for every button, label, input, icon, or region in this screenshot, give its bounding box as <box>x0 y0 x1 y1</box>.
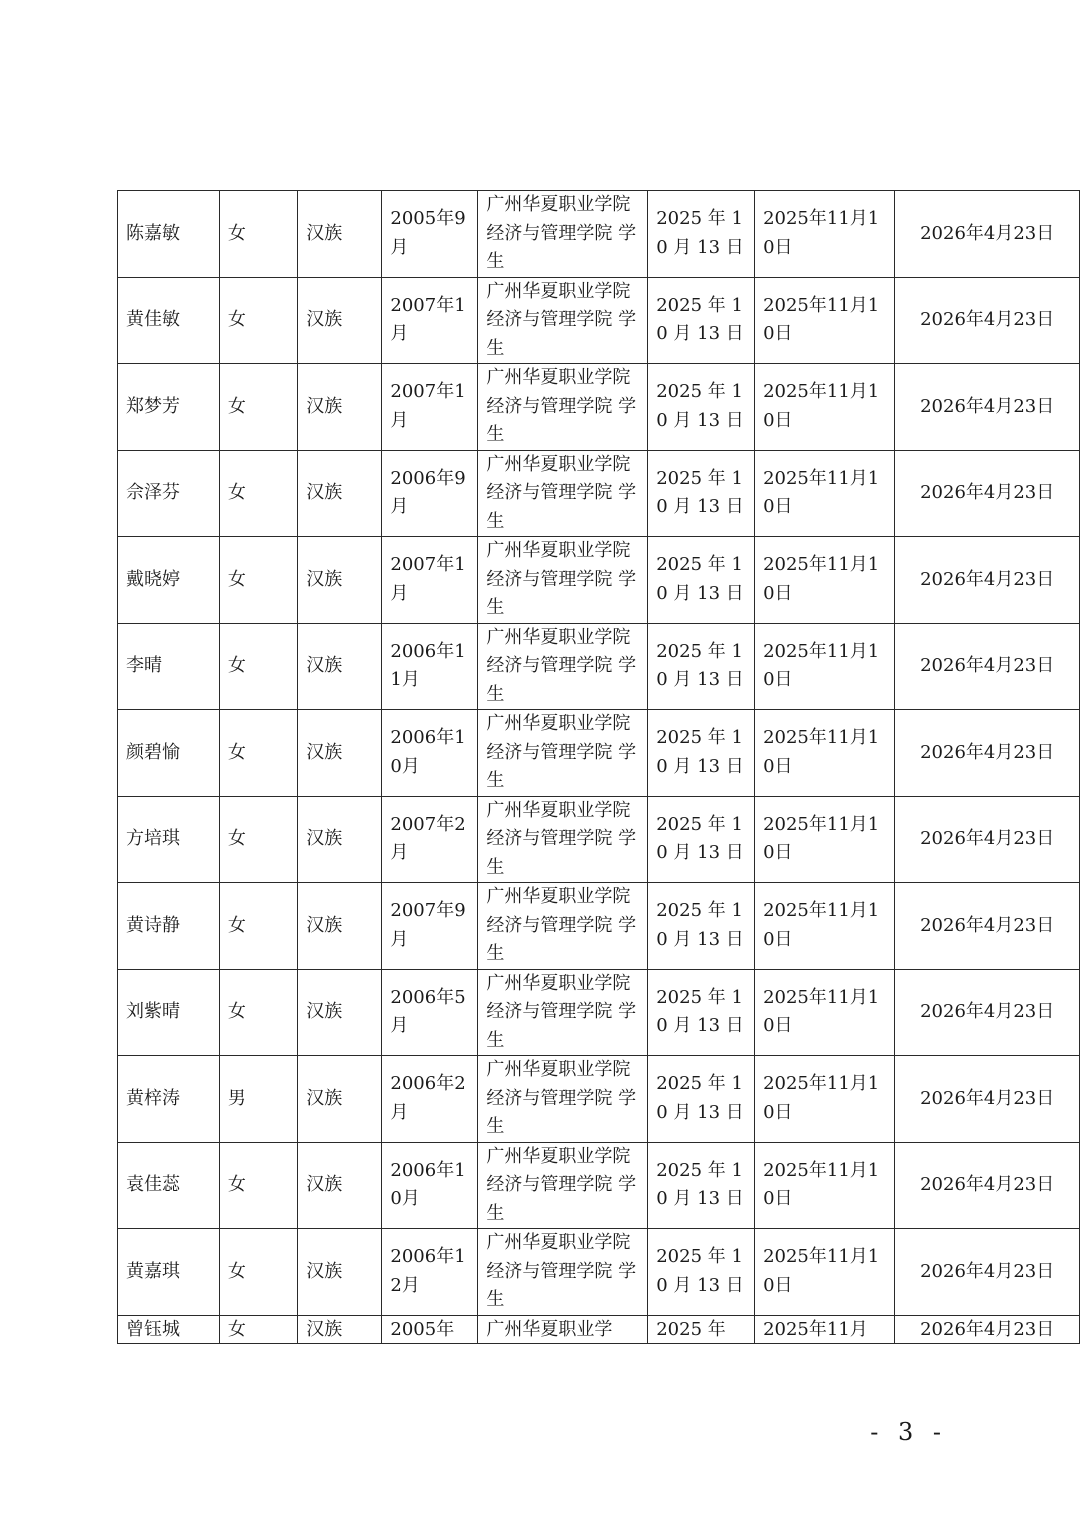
name-cell: 颜碧愉 <box>118 710 220 797</box>
table-row <box>118 537 1080 624</box>
end-date-cell: 2026年4月23日 <box>895 1229 1080 1316</box>
birth-cell: 2006年9月 <box>382 450 478 537</box>
end-date-cell: 2026年4月23日 <box>895 969 1080 1056</box>
end-date-cell: 2026年4月23日 <box>895 1056 1080 1143</box>
birth-cell: 2006年11月 <box>382 623 478 710</box>
ethnicity-cell: 汉族 <box>298 883 382 970</box>
join-date-cell: 2025 年 10 月 13 日 <box>648 277 755 364</box>
name-cell: 陈嘉敏 <box>118 191 220 278</box>
name-cell: 戴晓婷 <box>118 537 220 624</box>
unit-cell: 广州华夏职业学院经济与管理学院 学生 <box>478 537 648 624</box>
start-date-cell: 2025年11月10日 <box>755 1056 895 1143</box>
start-date-cell: 2025年11月10日 <box>755 623 895 710</box>
gender-cell: 女 <box>219 796 297 883</box>
unit-cell: 广州华夏职业学院经济与管理学院 学生 <box>478 450 648 537</box>
table-row <box>118 277 1080 364</box>
end-date-cell: 2026年4月23日 <box>895 364 1080 451</box>
ethnicity-cell: 汉族 <box>298 450 382 537</box>
join-date-cell: 2025 年 10 月 13 日 <box>648 191 755 278</box>
ethnicity-cell: 汉族 <box>298 969 382 1056</box>
birth-cell: 2006年10月 <box>382 1142 478 1229</box>
ethnicity-cell: 汉族 <box>298 364 382 451</box>
gender-cell: 女 <box>219 277 297 364</box>
ethnicity-cell: 汉族 <box>298 623 382 710</box>
start-date-cell: 2025年11月10日 <box>755 883 895 970</box>
table-row <box>118 883 1080 970</box>
page-number: - 3 - <box>870 1418 947 1446</box>
end-date-cell: 2026年4月23日 <box>895 1142 1080 1229</box>
birth-cell: 2006年12月 <box>382 1229 478 1316</box>
birth-cell: 2006年10月 <box>382 710 478 797</box>
table-row <box>118 191 1080 278</box>
table-row <box>118 364 1080 451</box>
start-date-cell: 2025年11月10日 <box>755 277 895 364</box>
birth-cell: 2007年1月 <box>382 364 478 451</box>
birth-cell: 2007年2月 <box>382 796 478 883</box>
gender-cell: 女 <box>219 710 297 797</box>
birth-cell: 2005年9月 <box>382 191 478 278</box>
start-date-cell: 2025年11月10日 <box>755 1229 895 1316</box>
unit-cell: 广州华夏职业学院经济与管理学院 学生 <box>478 191 648 278</box>
name-cell: 刘紫晴 <box>118 969 220 1056</box>
table-row <box>118 710 1080 797</box>
birth-cell: 2006年5月 <box>382 969 478 1056</box>
name-cell: 佘泽芬 <box>118 450 220 537</box>
birth-cell: 2006年2月 <box>382 1056 478 1143</box>
gender-cell: 女 <box>219 1315 297 1343</box>
birth-cell: 2007年1月 <box>382 277 478 364</box>
start-date-cell: 2025年11月10日 <box>755 191 895 278</box>
join-date-cell: 2025 年 10 月 13 日 <box>648 623 755 710</box>
unit-cell: 广州华夏职业学院经济与管理学院 学生 <box>478 883 648 970</box>
gender-cell: 女 <box>219 1229 297 1316</box>
table-row <box>118 969 1080 1056</box>
gender-cell: 女 <box>219 191 297 278</box>
join-date-cell: 2025 年 10 月 13 日 <box>648 883 755 970</box>
ethnicity-cell: 汉族 <box>298 710 382 797</box>
join-date-cell: 2025 年 10 月 13 日 <box>648 537 755 624</box>
birth-cell: 2005年 <box>382 1315 478 1343</box>
end-date-cell: 2026年4月23日 <box>895 450 1080 537</box>
start-date-cell: 2025年11月10日 <box>755 1142 895 1229</box>
end-date-cell: 2026年4月23日 <box>895 710 1080 797</box>
unit-cell: 广州华夏职业学院经济与管理学院 学生 <box>478 710 648 797</box>
start-date-cell: 2025年11月10日 <box>755 710 895 797</box>
end-date-cell: 2026年4月23日 <box>895 537 1080 624</box>
table-row-partial <box>118 1315 1080 1343</box>
gender-cell: 女 <box>219 537 297 624</box>
start-date-cell: 2025年11月10日 <box>755 969 895 1056</box>
name-cell: 黄嘉琪 <box>118 1229 220 1316</box>
name-cell: 袁佳蕊 <box>118 1142 220 1229</box>
table-row <box>118 796 1080 883</box>
ethnicity-cell: 汉族 <box>298 1315 382 1343</box>
gender-cell: 女 <box>219 623 297 710</box>
unit-cell: 广州华夏职业学院经济与管理学院 学生 <box>478 796 648 883</box>
join-date-cell: 2025 年 <box>648 1315 755 1343</box>
end-date-cell: 2026年4月23日 <box>895 1315 1080 1343</box>
join-date-cell: 2025 年 10 月 13 日 <box>648 796 755 883</box>
name-cell: 方培琪 <box>118 796 220 883</box>
name-cell: 郑梦芳 <box>118 364 220 451</box>
name-cell: 黄佳敏 <box>118 277 220 364</box>
unit-cell: 广州华夏职业学院经济与管理学院 学生 <box>478 1142 648 1229</box>
table-row <box>118 1142 1080 1229</box>
start-date-cell: 2025年11月10日 <box>755 364 895 451</box>
start-date-cell: 2025年11月10日 <box>755 796 895 883</box>
start-date-cell: 2025年11月10日 <box>755 537 895 624</box>
start-date-cell: 2025年11月10日 <box>755 450 895 537</box>
join-date-cell: 2025 年 10 月 13 日 <box>648 450 755 537</box>
unit-cell: 广州华夏职业学院经济与管理学院 学生 <box>478 1056 648 1143</box>
name-cell: 曾钰城 <box>118 1315 220 1343</box>
join-date-cell: 2025 年 10 月 13 日 <box>648 710 755 797</box>
table-row <box>118 1229 1080 1316</box>
name-cell: 黄梓涛 <box>118 1056 220 1143</box>
gender-cell: 女 <box>219 364 297 451</box>
gender-cell: 女 <box>219 969 297 1056</box>
end-date-cell: 2026年4月23日 <box>895 277 1080 364</box>
join-date-cell: 2025 年 10 月 13 日 <box>648 1056 755 1143</box>
end-date-cell: 2026年4月23日 <box>895 191 1080 278</box>
end-date-cell: 2026年4月23日 <box>895 883 1080 970</box>
table-row <box>118 450 1080 537</box>
table-row <box>118 623 1080 710</box>
unit-cell: 广州华夏职业学院经济与管理学院 学生 <box>478 623 648 710</box>
name-cell: 黄诗静 <box>118 883 220 970</box>
unit-cell: 广州华夏职业学院经济与管理学院 学生 <box>478 969 648 1056</box>
ethnicity-cell: 汉族 <box>298 796 382 883</box>
join-date-cell: 2025 年 10 月 13 日 <box>648 1142 755 1229</box>
unit-cell: 广州华夏职业学院经济与管理学院 学生 <box>478 364 648 451</box>
join-date-cell: 2025 年 10 月 13 日 <box>648 969 755 1056</box>
ethnicity-cell: 汉族 <box>298 1229 382 1316</box>
gender-cell: 女 <box>219 883 297 970</box>
unit-cell: 广州华夏职业学院经济与管理学院 学生 <box>478 277 648 364</box>
ethnicity-cell: 汉族 <box>298 191 382 278</box>
ethnicity-cell: 汉族 <box>298 277 382 364</box>
table-row <box>118 1056 1080 1143</box>
roster-table-body <box>118 191 1080 1344</box>
ethnicity-cell: 汉族 <box>298 1056 382 1143</box>
name-cell: 李晴 <box>118 623 220 710</box>
unit-cell: 广州华夏职业学院经济与管理学院 学生 <box>478 1229 648 1316</box>
start-date-cell: 2025年11月 <box>755 1315 895 1343</box>
gender-cell: 女 <box>219 450 297 537</box>
gender-cell: 女 <box>219 1142 297 1229</box>
ethnicity-cell: 汉族 <box>298 1142 382 1229</box>
roster-table <box>117 190 1080 1344</box>
end-date-cell: 2026年4月23日 <box>895 623 1080 710</box>
unit-cell: 广州华夏职业学 <box>478 1315 648 1343</box>
ethnicity-cell: 汉族 <box>298 537 382 624</box>
join-date-cell: 2025 年 10 月 13 日 <box>648 364 755 451</box>
gender-cell: 男 <box>219 1056 297 1143</box>
end-date-cell: 2026年4月23日 <box>895 796 1080 883</box>
birth-cell: 2007年1月 <box>382 537 478 624</box>
join-date-cell: 2025 年 10 月 13 日 <box>648 1229 755 1316</box>
birth-cell: 2007年9月 <box>382 883 478 970</box>
